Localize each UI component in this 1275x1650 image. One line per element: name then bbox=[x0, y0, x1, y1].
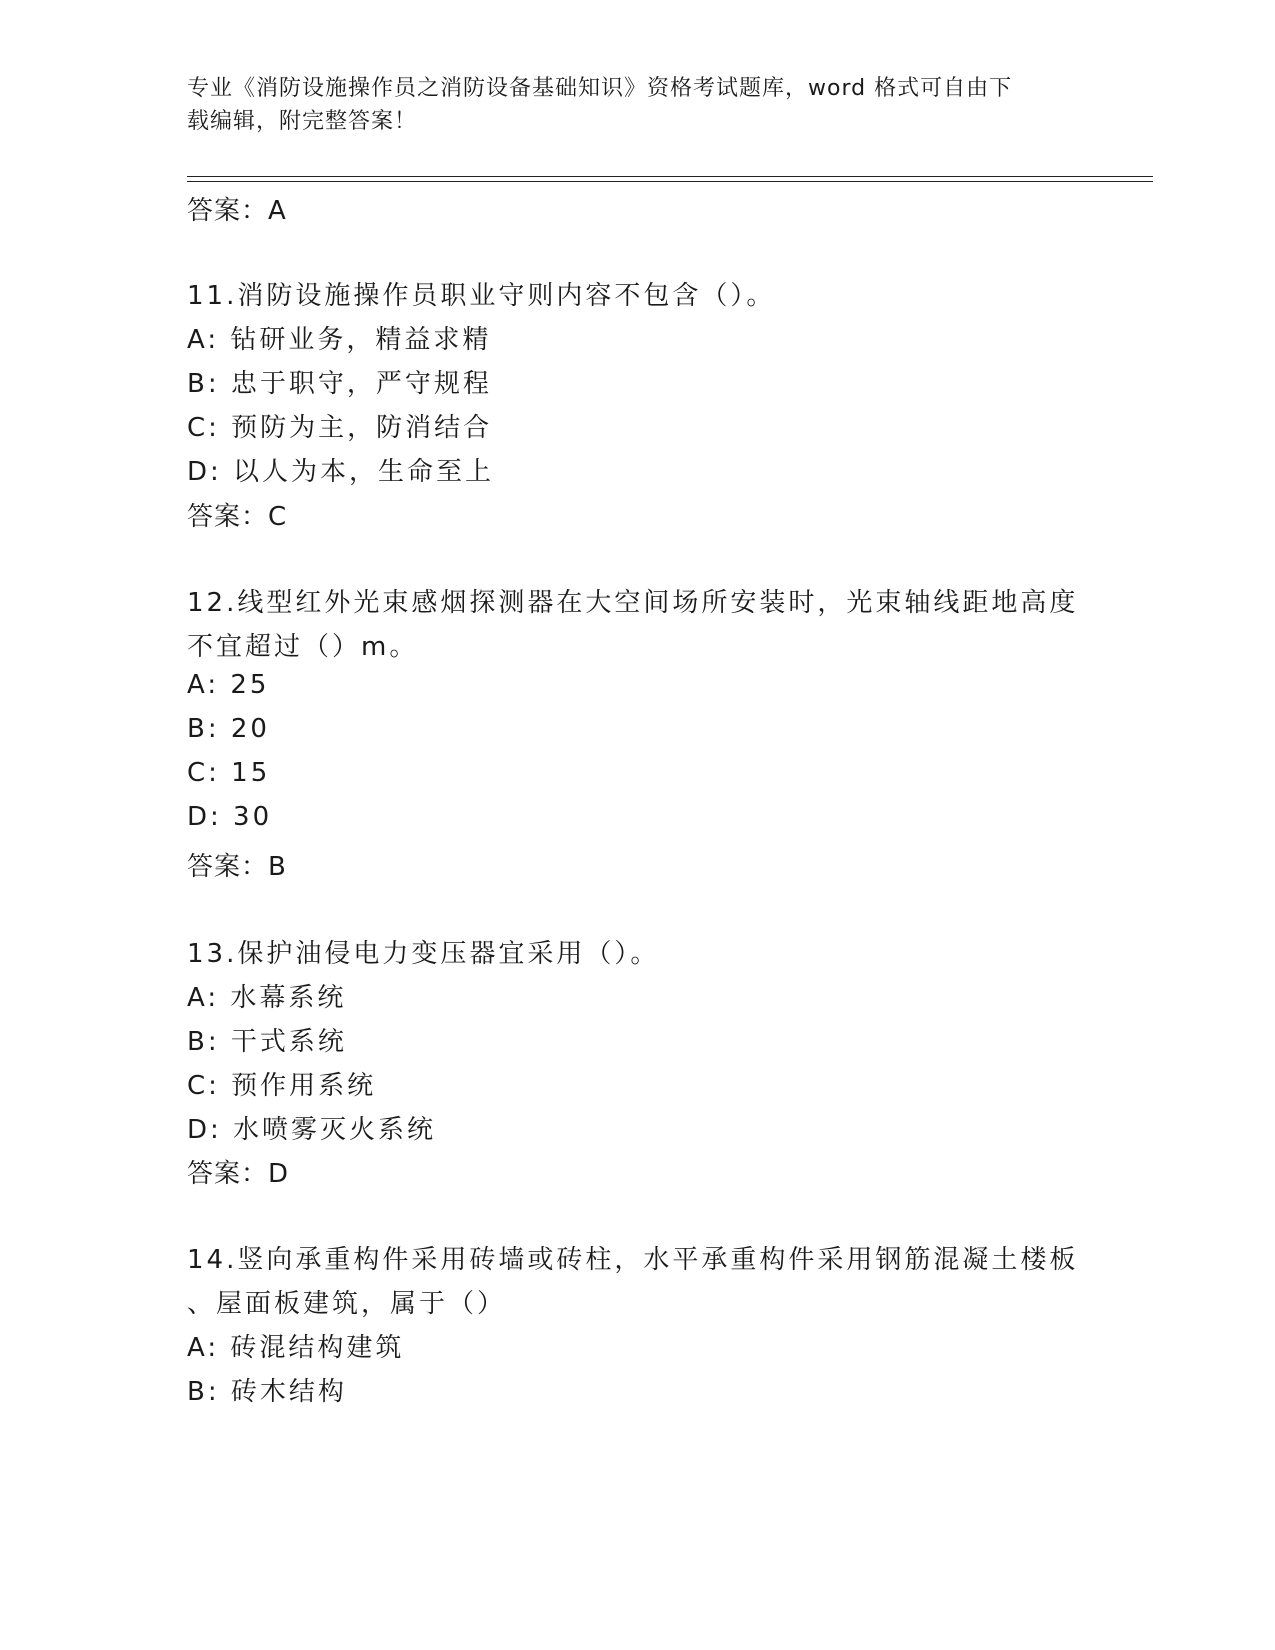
option-b: B: 20 bbox=[187, 714, 270, 744]
question-stem: 12.线型红外光束感烟探测器在大空间场所安装时，光束轴线距地高度 bbox=[187, 588, 1079, 618]
question-stem-continued: 不宜超过（）m。 bbox=[187, 632, 419, 662]
header-line-2: 载编辑，附完整答案！ bbox=[187, 109, 418, 134]
option-a: A: 砖混结构建筑 bbox=[187, 1333, 405, 1363]
header-line-1: 专业《消防设施操作员之消防设备基础知识》资格考试题库，word 格式可自由下 bbox=[187, 76, 1013, 101]
option-d: D: 30 bbox=[187, 802, 273, 832]
option-a: A: 25 bbox=[187, 670, 270, 700]
question-stem: 13.保护油侵电力变压器宜采用（）。 bbox=[187, 939, 660, 969]
option-b: B: 砖木结构 bbox=[187, 1377, 347, 1407]
option-d: D: 以人为本，生命至上 bbox=[187, 457, 495, 487]
question-stem: 14.竖向承重构件采用砖墙或砖柱，水平承重构件采用钢筋混凝土楼板 bbox=[187, 1245, 1079, 1275]
answer-line: 答案：D bbox=[187, 1159, 290, 1189]
option-c: C: 预防为主，防消结合 bbox=[187, 413, 493, 443]
option-b: B: 干式系统 bbox=[187, 1027, 347, 1057]
document-header bbox=[187, 72, 1067, 138]
question-stem-continued: 、屋面板建筑，属于（） bbox=[187, 1289, 507, 1319]
option-b: B: 忠于职守，严守规程 bbox=[187, 369, 492, 399]
header-divider-bottom bbox=[187, 181, 1153, 182]
header-divider-top bbox=[187, 176, 1153, 177]
answer-line: 答案：B bbox=[187, 852, 287, 882]
question-stem: 11.消防设施操作员职业守则内容不包含（）。 bbox=[187, 281, 776, 311]
option-d: D: 水喷雾灭火系统 bbox=[187, 1115, 437, 1145]
answer-line: 答案：C bbox=[187, 502, 288, 532]
option-a: A: 钻研业务，精益求精 bbox=[187, 325, 492, 355]
option-c: C: 预作用系统 bbox=[187, 1071, 377, 1101]
answer-line: 答案：A bbox=[187, 196, 287, 226]
option-a: A: 水幕系统 bbox=[187, 983, 347, 1013]
option-c: C: 15 bbox=[187, 758, 271, 788]
